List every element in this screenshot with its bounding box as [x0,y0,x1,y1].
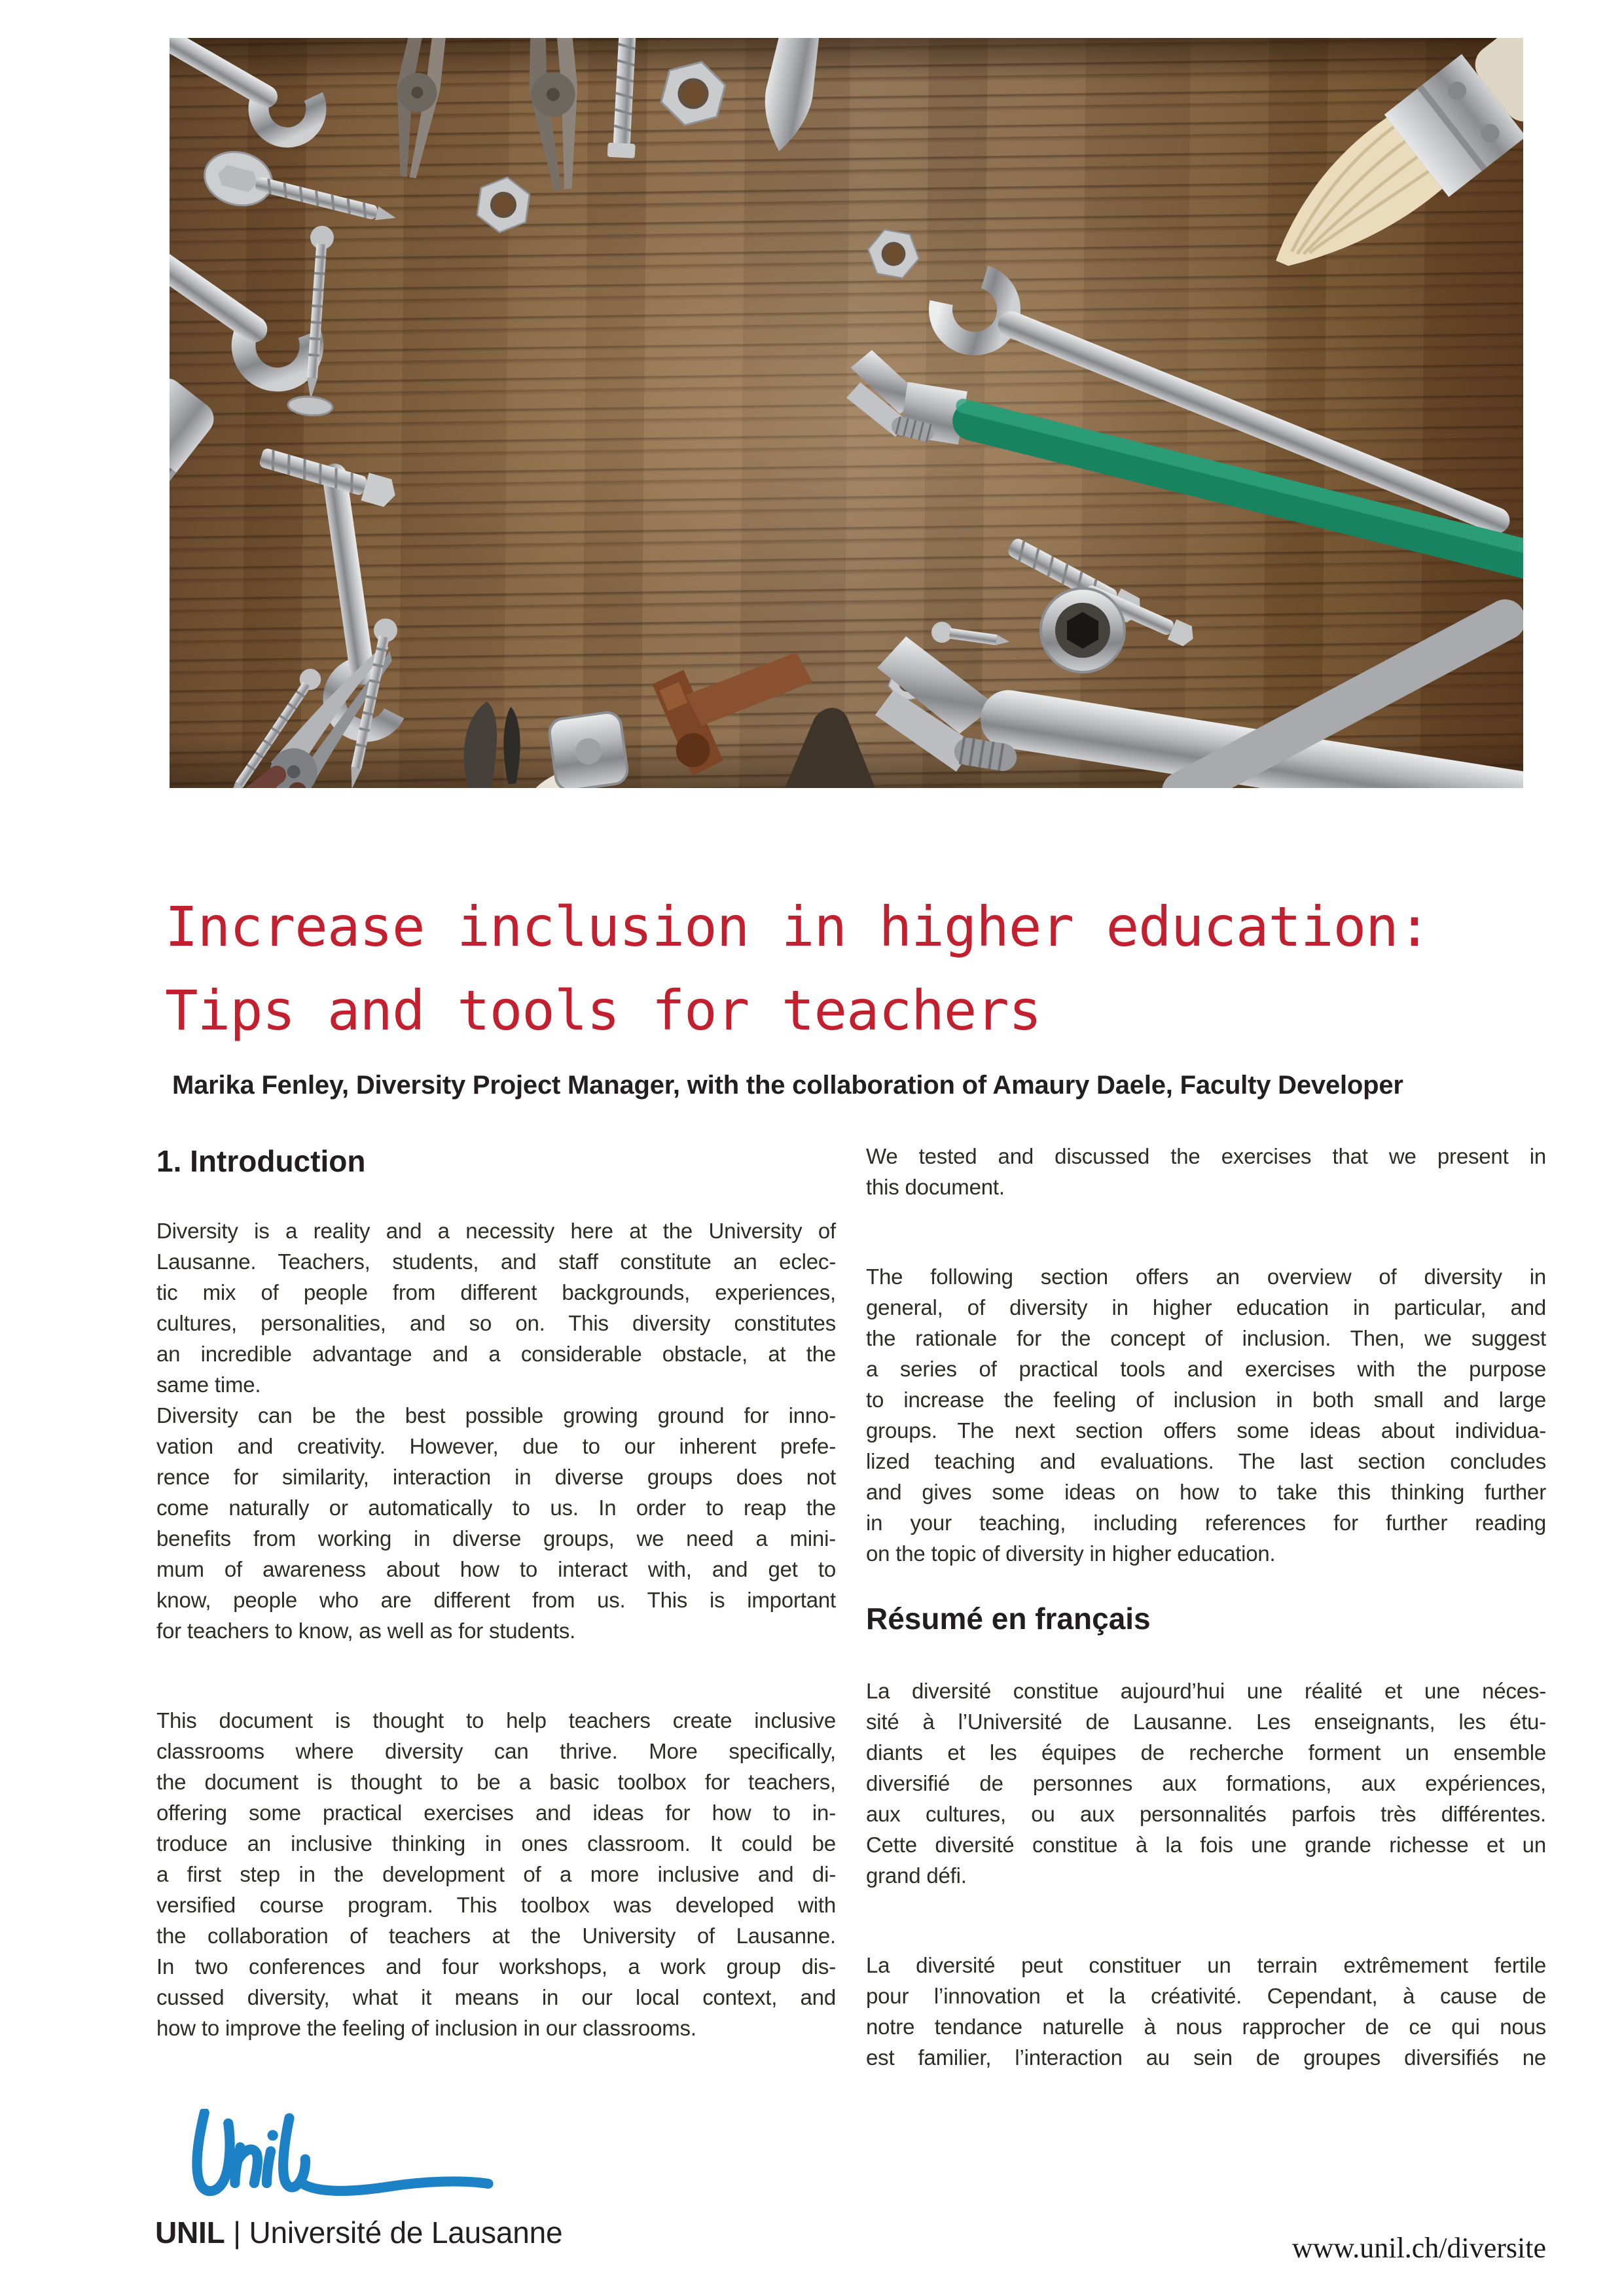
text-line: We tested and discussed the exercises that we present in [866,1144,1546,1168]
section-heading-introduction: 1. Introduction [156,1144,366,1178]
text-line: offering some practical exercises and ideas for how to in- [156,1801,836,1825]
unil-script-strokes [197,2113,488,2191]
text-line: notre tendance naturelle à nous rapprocher de ce qui nous [866,2015,1546,2039]
column-right [866,1141,1546,2073]
title-line-1: Increase inclusion in higher education: [165,895,1431,959]
paragraph [156,1705,836,2043]
text-line: on the topic of diversity in higher education. [866,1541,1276,1566]
text-line: the document is thought to be a basic toolbox for teachers, [156,1770,836,1794]
tool-handle-dark [785,708,875,789]
text-line: diants et les équipes de recherche forment un ensemble [866,1740,1546,1765]
text-line: groups. The next section offers some ideas about individua- [866,1418,1546,1443]
paintbrush [1246,38,1523,305]
text-line: benefits from working in diverse groups, we need a mini- [156,1526,836,1551]
text-line: Diversity is a reality and a necessity here at the University of [156,1219,836,1243]
tools-illustration [170,38,1523,788]
text-line: grand défi. [866,1863,967,1888]
text-line: aux cultures, ou aux personnalités parfois très différentes. [866,1802,1546,1826]
text-line: troduce an inclusive thinking in ones classroom. It could be [156,1831,836,1856]
socket-driver [170,368,224,683]
title-line-2: Tips and tools for teachers [165,978,1041,1043]
pliers-silhouette [386,38,452,180]
screw-washer [199,145,402,243]
text-line: mum of awareness about how to interact with, and get to [156,1557,836,1581]
text-line: Cette diversité constitue à la fois une grande richesse et un [866,1833,1546,1857]
text-line: sité à l’Université de Lausanne. Les enseignants, les étu- [866,1710,1546,1734]
document-title [165,885,1546,1052]
text-line: in your teaching, including references for further reading [866,1511,1546,1535]
text-line: cultures, personalities, and so on. This diversity constitutes [156,1311,836,1335]
text-line: know, people who are different from us. This is important [156,1588,836,1612]
text-line: cussed diversity, what it means in our local context, and [156,1985,836,2009]
text-line: and gives some ideas on how to take this thinking further [866,1480,1546,1504]
text-line: how to improve the feeling of inclusion in our classrooms. [156,2016,696,2040]
pliers-silhouette [520,38,586,192]
paragraph [866,1141,1546,1202]
tape-measure [505,711,635,788]
column-left [156,1143,836,2043]
hex-nut [475,174,532,236]
text-line: pour l’innovation et la créativité. Cependant, à cause de [866,1984,1546,2008]
screw [287,224,345,417]
text-line: an incredible advantage and a considerable obstacle, at the [156,1342,836,1366]
text-line: for teachers to know, as well as for students. [156,1619,576,1643]
pincers-silhouette [456,698,527,788]
text-line: classrooms where diversity can thrive. More specifically, [156,1739,836,1763]
text-line: The following section offers an overview of diversity in [866,1265,1546,1289]
paragraph [866,1676,1546,1891]
text-line: the rationale for the concept of inclusion. Then, we suggest [866,1326,1546,1350]
hex-nut [657,54,730,132]
wrench-silhouette [927,262,1523,560]
text-line: a series of practical tools and exercises with the purpose [866,1357,1546,1381]
text-line: rence for similarity, interaction in diverse groups does not [156,1465,836,1489]
text-line: this document. [866,1175,1005,1199]
text-line: La diversité constitue aujourd’hui une réalité et une néces- [866,1679,1546,1703]
hero-photo-tools [170,38,1523,788]
text-line: La diversité peut constituer un terrain extrêmement fertile [866,1953,1546,1977]
screw [930,620,1011,652]
text-line: This document is thought to help teachers create inclusive [156,1708,836,1732]
paragraph [156,1215,836,1400]
text-line: come naturally or automatically to us. In order to reap the [156,1496,836,1520]
site-url[interactable]: www.unil.ch/diversite [1291,2232,1546,2264]
text-line: a first step in the development of a more inclusive and di- [156,1862,836,1886]
text-line: the collaboration of teachers at the University of Lausanne. [156,1924,836,1948]
text-line: Lausanne. Teachers, students, and staff constitute an eclec- [156,1249,836,1274]
wrench-silhouette [170,38,342,164]
i-dot [268,2130,278,2140]
paragraph [866,1950,1546,2073]
text-line: versified course program. This toolbox was developed with [156,1893,836,1917]
unil-script-logo [183,2109,497,2208]
text-line: lized teaching and evaluations. The last section concludes [866,1449,1546,1473]
section-heading-resume-francais: Résumé en français [866,1602,1151,1636]
text-line: In two conferences and four workshops, a work group dis- [156,1954,836,1979]
paragraph [866,1261,1546,1569]
socket [1041,588,1125,672]
text-line: est familier, l’interaction au sein de groupes diversifiés ne [866,2045,1546,2070]
text-line: diversifié de personnes aux formations, aux expériences, [866,1771,1546,1795]
text-line: to increase the feeling of inclusion in both small and large [866,1388,1546,1412]
unil-wordmark-bold: UNIL [155,2215,225,2250]
text-line: vation and creativity. However, due to our inherent prefe- [156,1434,836,1458]
unil-wordmark-rest: | Université de Lausanne [225,2215,563,2250]
text-line: same time. [156,1372,261,1397]
hex-nut [860,220,928,288]
text-line: general, of diversity in higher education in particular, and [866,1295,1546,1319]
byline: Marika Fenley, Diversity Project Manager, with the collaboration of Amaury Daele, Faculty Developer [172,1071,1403,1100]
hammer-head-silhouette [756,38,826,155]
unil-wordmark [155,2215,562,2250]
text-line: tic mix of people from different backgrounds, experiences, [156,1280,836,1304]
bolt-silhouette [607,38,641,158]
paragraph [156,1400,836,1646]
text-line: Diversity can be the best possible growing ground for inno- [156,1403,836,1427]
